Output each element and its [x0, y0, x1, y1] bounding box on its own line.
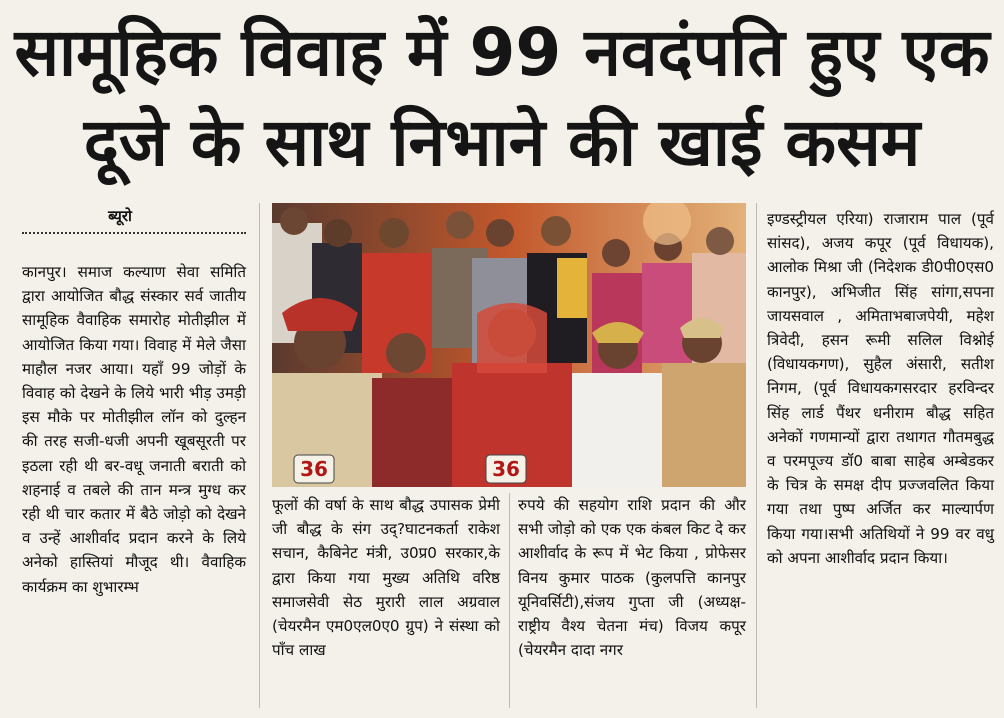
headline	[0, 8, 1004, 188]
badge-left-number: 36	[300, 457, 328, 481]
badge-left	[294, 455, 334, 483]
wedding-photo-illustration	[272, 203, 746, 487]
column-3-text: रुपये की सहयोग राशि प्रदान की और सभी जोड़ो को एक एक कंबल किट दे कर आशीर्वाद के रूप में भेट किया , प्रोफेसर विनय कुमार पाठक (कुलपत्ति कानपुर यूनिवर्सिटी),संजय गुप्ता जी (अध्यक्ष- राष्ट्रीय वैश्य चेतना मंच) विजय कपूर (चेयरमैन दादा नगर	[518, 496, 746, 660]
headline-line-1: सामूहिक विवाह में 99 नवदंपति हुए एक	[14, 14, 990, 91]
byline-divider	[22, 232, 246, 234]
byline: ब्यूरो	[108, 207, 132, 225]
column-divider	[509, 493, 510, 708]
column-1-text: कानपुर। समाज कल्याण सेवा समिति द्वारा आयोजित बौद्ध संस्कार सर्व जातीय सामूहिक वैवाहिक समारोह मोतीझील में आयोजित किया गया। विवाह में मेले जैसा माहौल नजर आया। यहाँ 99 जोड़ों के विवाह को देखने के लिये भारी भीड़ उमड़ी इस मौके पर मोतीझील लॉन को दुल्हन की तरह सजी-धजी अपनी खूबसूरती पर इठला रही थी बर-वधू जनाती बराती को शहनाई व तबले की तान मन्त्र मुग्ध कर रही थी चार कतार में बैठे जोड़ो को देखने व उन्हें आशीर्वाद प्रदान करने के लिये अनेको हास्तियां मौजूद थी। वैवाहिक कार्यक्रम का शुभारम्भ	[22, 263, 246, 596]
column-divider	[756, 203, 757, 708]
column-divider	[259, 203, 260, 708]
article-column-1	[22, 260, 246, 708]
article-column-3	[518, 493, 746, 708]
column-4-text: इण्डस्ट्रीयल एरिया) राजाराम पाल (पूर्व सांसद), अजय कपूर (पूर्व विधायक), आलोक मिश्रा जी (निदेशक डी0पी0एस0 कानपुर), अभिजीत सिंह सांगा,सपना जायसवाल , अमिताभबाजपेयी, महेश त्रिवेदी, हसन रूमी सलिल विश्नोई (विधायकगण), सुहैल अंसारी, सतीश निगम, (पूर्व विधायकगसरदार हरविन्दर सिंह लार्ड पैंथर धनीराम बौद्ध सहित अनेकों गणमान्यों द्वारा तथागत गौतमबुद्ध व परमपूज्य डॉ0 बाबा साहेब अम्बेडकर के चित्र के समक्ष दीप प्रज्जवलित किया गया तथा पुष्प अर्जित कर माल्यार्पण किया गया।सभी अतिथियों ने 99 वर वधु को अपना आशीर्वाद प्रदान किया।	[767, 210, 994, 567]
article-column-2	[272, 493, 500, 708]
wedding-photo	[272, 203, 746, 487]
column-2-text: फूलों की वर्षा के साथ बौद्ध उपासक प्रेमी जी बौद्ध के संग उद्?घाटनकर्ता राकेश सचान, कैबिनेट मंत्री, उ0प्र0 सरकार,के द्वारा किया गया मुख्य अतिथि वरिष्ठ समाजसेवी सेठ मुरारी लाल अग्रवाल (चेयरमैन एम0एल0ए0 ग्रुप) ने संस्था को पाँच लाख	[272, 496, 500, 660]
badge-right	[486, 455, 526, 483]
article-column-4	[767, 207, 994, 708]
badge-right-number: 36	[492, 457, 520, 481]
headline-line-2: दूजे के साथ निभाने की खाई कसम	[83, 104, 921, 181]
